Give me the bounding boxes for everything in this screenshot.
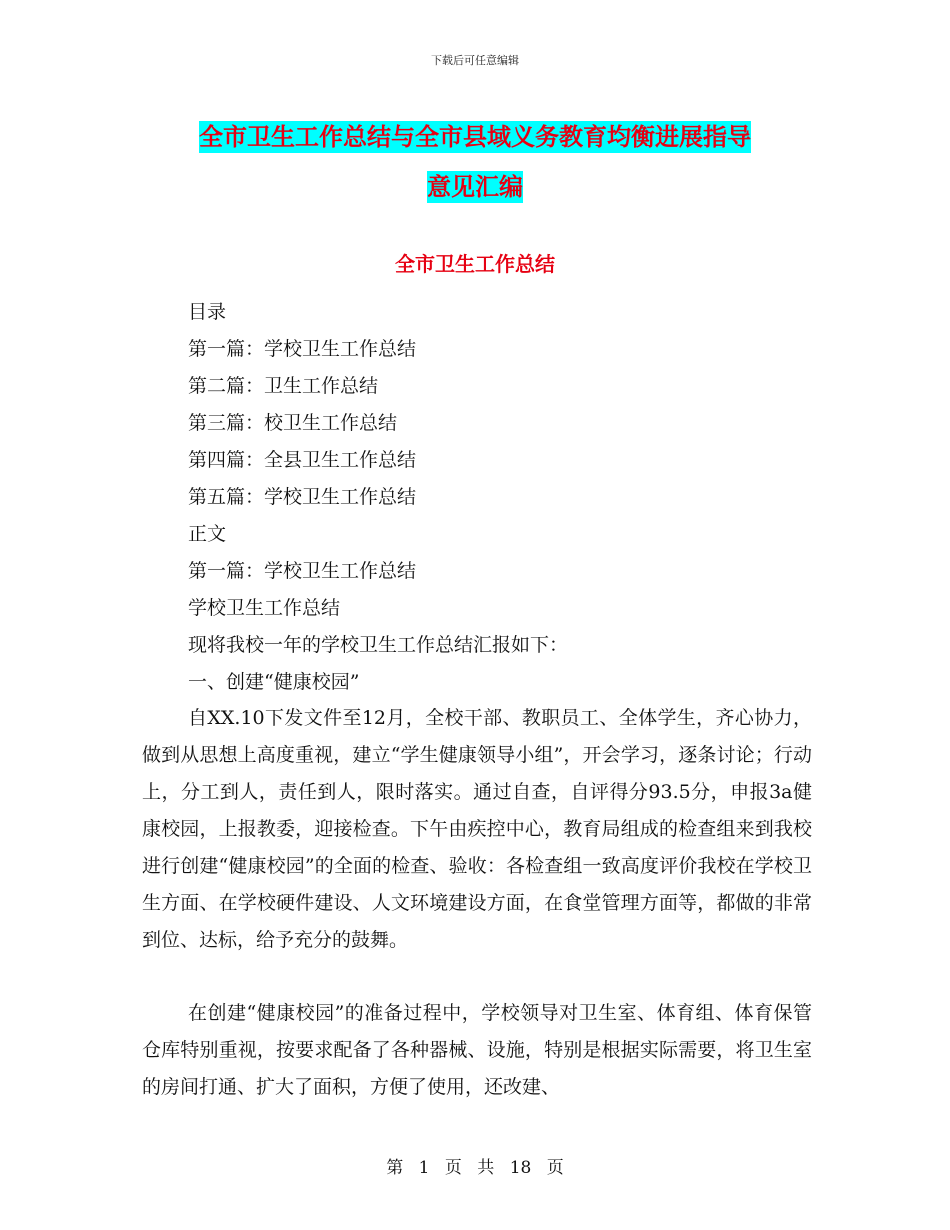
paragraph-2: 在创建“健康校园”的准备过程中，学校领导对卫生室、体育组、体育保管仓库特别重视，按要求配备了各种器械、设施，特别是根据实际需要，将卫生室的房间打通、扩大了面积，方便了使用，还改建、	[142, 1002, 812, 1098]
toc-item-4: 第四篇：全县卫生工作总结	[188, 449, 417, 471]
section-title: 全市卫生工作总结	[395, 252, 555, 276]
document-title-line-2: 意见汇编	[427, 173, 523, 201]
page-header: 下载后可任意编辑	[431, 54, 519, 67]
toc-heading: 目录	[188, 301, 227, 323]
chapter-heading: 第一篇：学校卫生工作总结	[188, 560, 417, 582]
toc-item-2: 第二篇：卫生工作总结	[188, 375, 379, 397]
document-title-line-1: 全市卫生工作总结与全市县域义务教育均衡进展指导	[199, 123, 751, 151]
chapter-subtitle: 学校卫生工作总结	[188, 597, 341, 619]
main-text-heading: 正文	[188, 523, 227, 545]
intro-line: 现将我校一年的学校卫生工作总结汇报如下：	[188, 634, 569, 656]
paragraph-1: 自XX.10下发文件至12月，全校干部、教职员工、全体学生，齐心协力，做到从思想上高度重视，建立“学生健康领导小组”，开会学习，逐条讨论；行动上，分工到人，责任到人，限时落实。通过自查，自评得分93.5分，申报3a健康校园，上报教委，迎接检查。下午由疾控中心，教育局组成的检查组来到我校进行创建“健康校园”的全面的检查、验收：各检查组一致高度评价我校在学校卫生方面、在学校硬件建设、人文环境建设方面，在食堂管理方面等，都做的非常到位、达标，给予充分的鼓舞。	[142, 707, 812, 951]
toc-item-3: 第三篇：校卫生工作总结	[188, 412, 398, 434]
document-title	[120, 112, 830, 212]
page-footer: 第 1 页 共 18 页	[386, 1158, 564, 1178]
section-heading: 一、创建“健康校园”	[188, 671, 360, 693]
toc-item-5: 第五篇：学校卫生工作总结	[188, 486, 417, 508]
toc-item-1: 第一篇：学校卫生工作总结	[188, 338, 417, 360]
